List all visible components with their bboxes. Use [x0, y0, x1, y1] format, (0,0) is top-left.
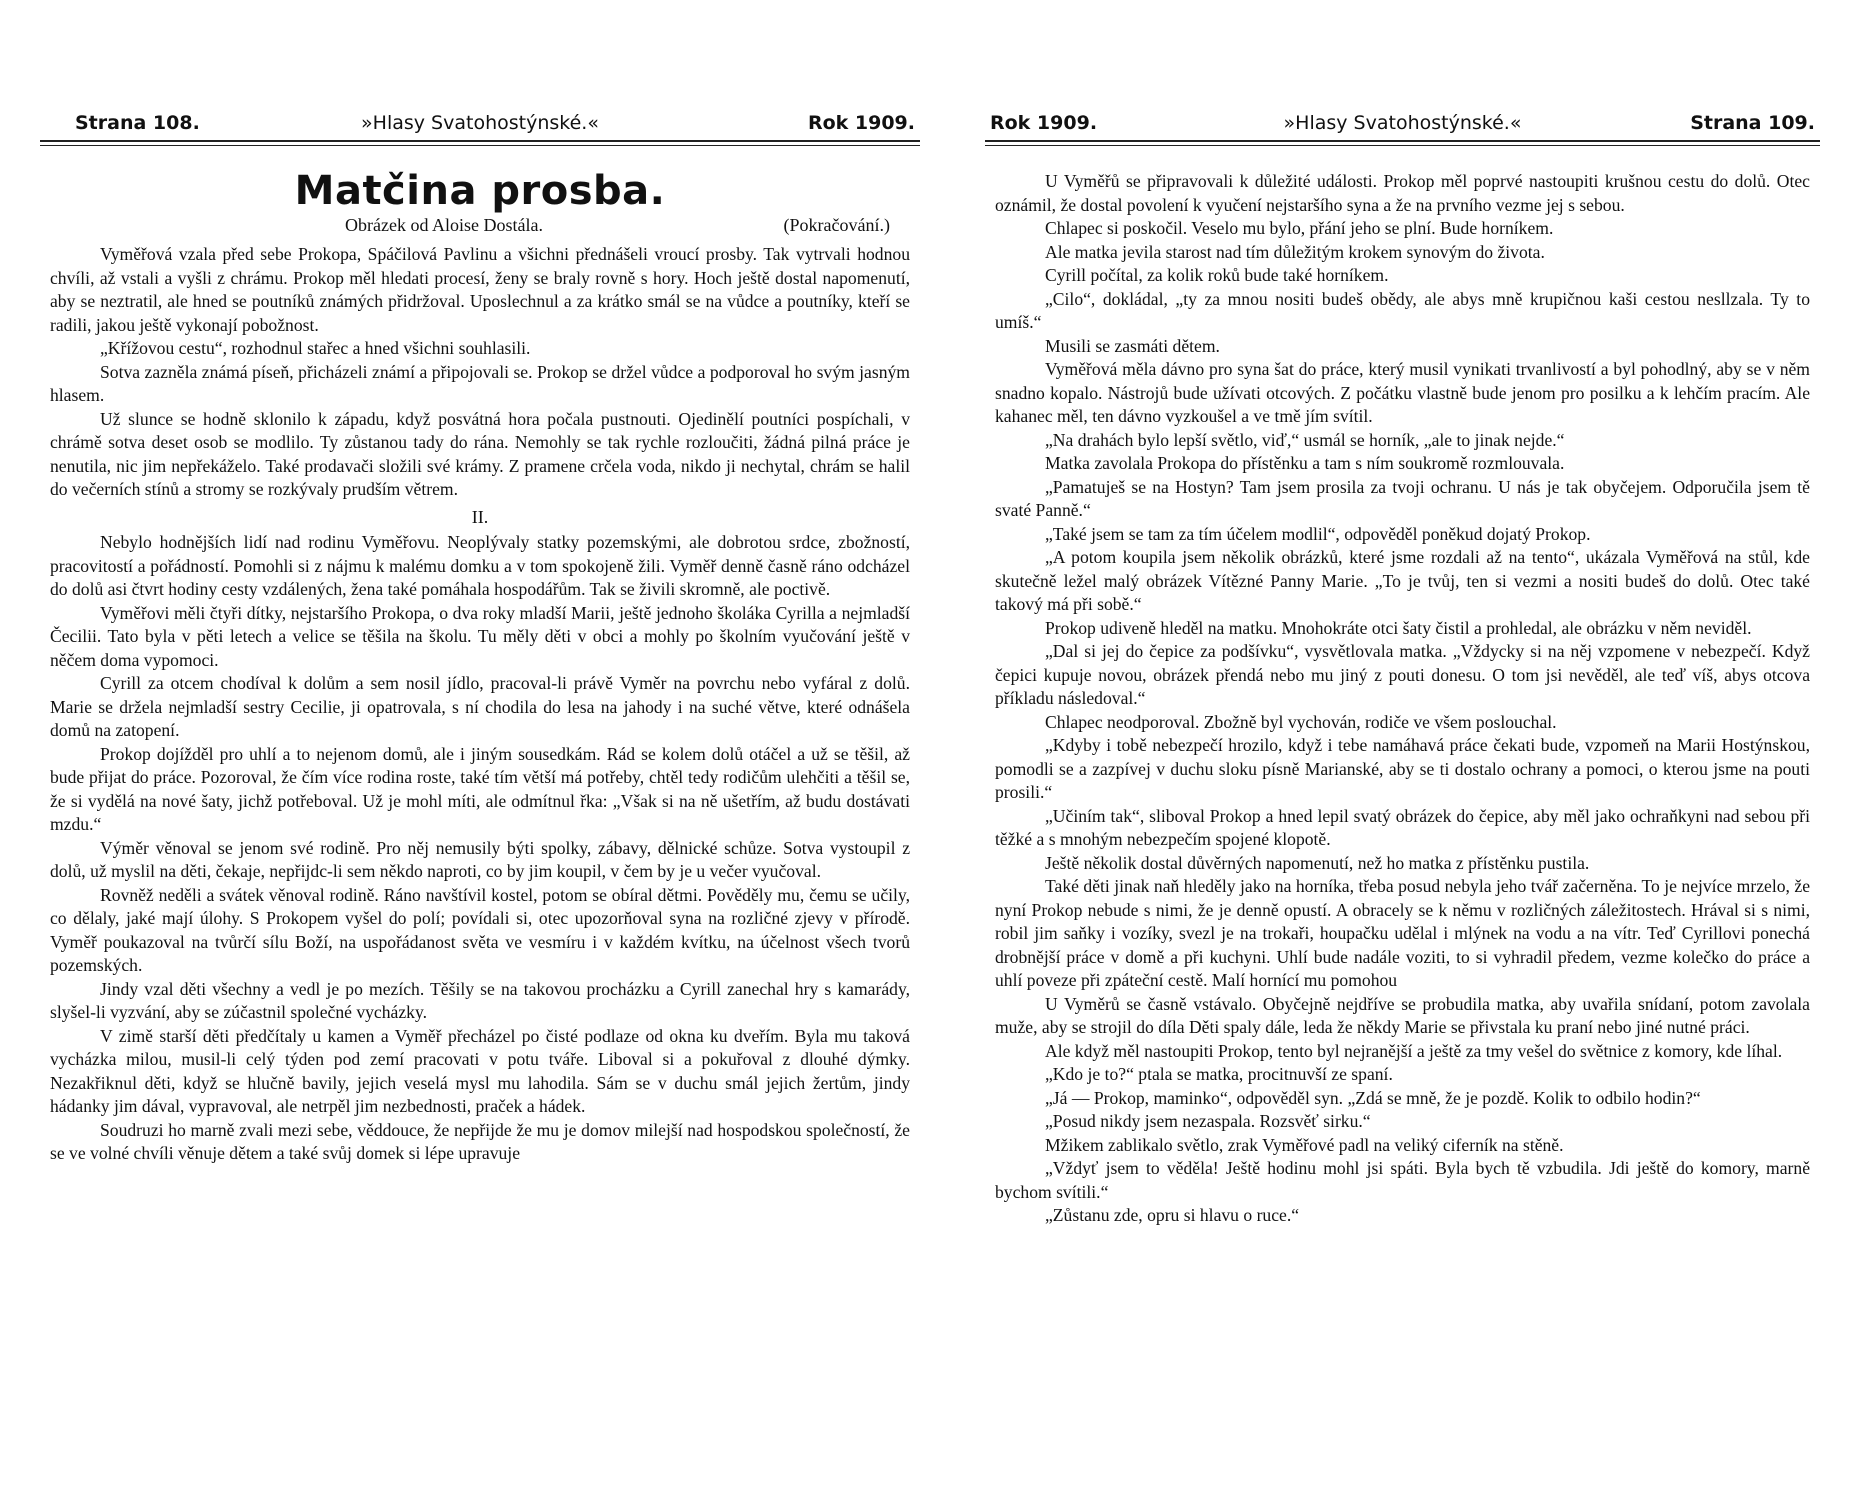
right-journal-name: »Hlasy Svatohostýnské.«: [1283, 112, 1522, 134]
paragraph: „Zůstanu zde, opru si hlavu o ruce.“: [1045, 1205, 1300, 1225]
left-page-number: Strana 108.: [75, 112, 200, 134]
paragraph: „Posud nikdy jsem nezaspala. Rozsvěť sirku.“: [1045, 1111, 1371, 1131]
right-header-rule: [985, 140, 1820, 146]
paragraph: Vyměřovi měli čtyři dítky, nejstaršího Prokopa, o dva roky mladší Marii, ještě jednoho školáka Cyrilla a nejmladší Čecilii. Tato byla v pěti letech a velice se těšila na školu. Tu měly děti v obci a mohly po školním vyučování ještě v něčem doma vypomoci.: [50, 602, 910, 670]
paragraph: Prokop dojížděl pro uhlí a to nejenom domů, ale i jiným sousedkám. Rád se kolem dolů otáčel a už se těšil, až bude přijat do práce. Pozoroval, že čím více rodina roste, také tím větší má potřeby, chtěl tedy rodičům ulehčiti a těšil se, že si vydělá na nové šaty, jichž potřeboval. Už je mohl míti, ale odmítnul řka: „Však si na ně ušetřím, až budu dostávati mzdu.“: [50, 743, 910, 834]
paragraph: „Také jsem se tam za tím účelem modlil“, odpověděl poněkud dojatý Prokop.: [1045, 523, 1591, 544]
right-body-text: [995, 170, 1810, 1228]
paragraph: „Kdo je to?“ ptala se matka, procitnuvší ze spaní.: [1045, 1064, 1393, 1084]
left-journal-name: »Hlasy Svatohostýnské.«: [361, 112, 599, 134]
paragraph: „Pamatuješ se na Hostyn? Tam jsem prosila za tvoji ochranu. U nás je tak obyčejem. Odporučila jsem tě svaté Panně.“: [995, 476, 1810, 520]
right-page: [985, 0, 1820, 1500]
article-byline: Obrázek od Aloise Dostála.: [345, 215, 543, 235]
paragraph: Sotva zazněla známá píseň, přicházeli známí a připojovali se. Prokop se držel vůdce a podporoval ho svým jasným hlasem.: [50, 361, 910, 405]
paragraph: U Vyměřů se připravovali k důležité události. Prokop měl poprvé nastoupiti krušnou cestu do dolů. Otec oznámil, že dostal povolení k vyučení nejstaršího syna a že na prvního vezme jej s sebou.: [995, 171, 1810, 215]
paragraph: U Vyměrů se časně vstávalo. Obyčejně nejdříve se probudila matka, aby uvařila snídaní, potom zavolala muže, aby se strojil do díla Děti spaly dále, leda že někdy Marie se přivstala ku praní nebo jiné nutné práci.: [995, 993, 1810, 1037]
paragraph: Také děti jinak naň hleděly jako na horníka, třeba posud nebyla jeho tvář začerněna. To je nejvíce mrzelo, že nyní Prokop nebude s nimi, že je denně opustí. A obracely se k němu v rozličných záležitostech. Hrával si s nimi, robil jim saňky i vozíky, svezl je na trokaři, houpačku udělal i mlýnek na vodu a na vítr. Teď Cyrillovi ponechá drobnější práce v domě a při kuchyni. Uhlí bude nadále voziti, to si vyhradil předem, vezme kolečko do práce a uhlí poveze při zpáteční cestě. Malí hornící mu pomohou: [995, 876, 1810, 990]
paragraph: „Dal si jej do čepice za podšívku“, vysvětlovala matka. „Vždycky si na něj vzpomene v nebezpečí. Když čepici kupuje novou, obrázek přendá nebo mu jiný z pouti donesu. O tom jsi nevěděl, ale teď víš, abys otcova příkladu následoval.“: [995, 641, 1810, 708]
paragraph: Vyměřová vzala před sebe Prokopa, Spáčilová Pavlinu a všichni přednášeli vroucí prosby. Tak vytrvali hodnou chvíli, až vstali a vyšli z chrámu. Prokop měl hledati procesí, ženy se braly rovně s hory. Hoch ještě dostal napomenutí, aby se neztratil, ale hned se poutníků známých přidržoval. Uposlechnul a za krátko smál se na vůdce a poutníky, kteří se radili, jakou ještě vykonají pobožnost.: [50, 244, 910, 335]
section-number: II.: [471, 506, 489, 527]
paragraph: Ještě několik dostal důvěrných napomenutí, než ho matka z přístěnku pustila.: [1045, 852, 1590, 873]
paragraph: Soudruzi ho marně zvali mezi sebe, věddouce, že nepřijde že mu je domov milejší nad hospodskou společností, že se ve volné chvíli věnuje dětem a také svůj domek si lépe upravuje: [50, 1119, 910, 1163]
paragraph: Mžikem zablikalo světlo, zrak Vyměřové padl na veliký ciferník na stěně.: [1045, 1134, 1564, 1155]
paragraph: „Křížovou cestu“, rozhodnul stařec a hned všichni souhlasili.: [100, 338, 531, 358]
paragraph: Jindy vzal děti všechny a vedl je po mezích. Těšily se na takovou procházku a Cyrill zanechal hry s kamarády, slyšel-li vyzvání, aby se zúčastnil společné vycházky.: [50, 978, 910, 1022]
paragraph: „Učiním tak“, sliboval Prokop a hned lepil svatý obrázek do čepice, aby měl jako ochraňkyni nad sebou při těžké a s mnohým nebezpečím spojené klopotě.: [995, 805, 1810, 849]
continuation-note: (Pokračování.): [783, 215, 890, 235]
paragraph: Už slunce se hodně sklonilo k západu, když posvátná hora počala pustnouti. Ojedinělí poutníci pospíchali, v chrámě sotva deset osob se modlilo. Ty zůstanou tady do rána. Nemohly se tak rychle rozloučiti, žádná pilná práce je nenutila, nic jim nepřekáželo. Také prodavači složili své krámy. Z pramene crčela voda, nikdo ji nechytal, chrám se halil do večerních stínů a stromy se rozkývaly prudším větrem.: [50, 408, 910, 499]
right-page-number: Strana 109.: [1690, 112, 1815, 134]
paragraph: „Vždyť jsem to věděla! Ještě hodinu mohl jsi spáti. Byla bych tě vzbudila. Jdi ještě do komory, marně bychom svítili.“: [995, 1158, 1810, 1202]
paragraph: Prokop udiveně hleděl na matku. Mnohokráte otci šaty čistil a prohledal, ale obrázku v něm neviděl.: [1045, 617, 1752, 638]
article-title: Matčina prosba.: [294, 168, 666, 214]
paragraph: „Cilo“, dokládal, „ty za mnou nositi budeš obědy, ale abys mně krupičnou kaši cestou nesllzala. Ty to umíš.“: [995, 288, 1810, 332]
paragraph: „A potom koupila jsem několik obrázků, které jsme rozdali až na tento“, ukázala Vyměřová na stůl, kde skutečně ležel malý obrázek Vítězné Panny Marie. „To je tvůj, ten si vezmi a nositi budeš do dolů. Otec také takový má při sobě.“: [995, 547, 1810, 614]
paragraph: Matka zavolala Prokopa do přístěnku a tam s ním soukromě rozmlouvala.: [1045, 453, 1565, 473]
right-running-header: [985, 112, 1820, 136]
right-year: Rok 1909.: [990, 112, 1098, 134]
paragraph: Ale matka jevila starost nad tím důležitým krokem synovým do života.: [1045, 241, 1545, 262]
paragraph: Musili se zasmáti dětem.: [1045, 335, 1220, 356]
left-header-rule: [40, 140, 920, 146]
paragraph: „Kdyby i tobě nebezpečí hrozilo, když i tebe namáhavá práce čekati bude, vzpomeň na Marii Hostýnskou, pomodli se a zazpívej v duchu sloku písně Marianské, aby se ti dostalo ochrany a pomoci, o kterou jsme na pouti prosili.“: [995, 735, 1810, 802]
left-year: Rok 1909.: [807, 112, 915, 134]
paragraph: Vyměřová měla dávno pro syna šat do práce, který musil vynikati trvanlivostí a byl pohodlný, aby se v něm snadno kopalo. Nástrojů bude užívati otcových. Z počátku vlastně bude jenom pro posilku a k lehčím pracím. Ale kahanec měl, ten dávno vyzkoušel a ve tmě jím svítil.: [995, 359, 1810, 426]
paragraph: Cyrill počítal, za kolik roků bude také horníkem.: [1045, 265, 1389, 285]
paragraph: Nebylo hodnějších lidí nad rodinu Vyměřovu. Neoplývaly statky pozemskými, ale dobrotou srdce, zbožností, pracovitostí a pořádností. Pomohli si z nájmu k malému domku a v tom spokojeně žili. Vyměř denně časně ráno odcházel do dolů asi čtvrt hodiny cesty vzdálených, žena také pomáhala hospodářům. Tak se živili skromně, ale poctivě.: [50, 532, 910, 599]
left-body-text: [50, 243, 910, 1166]
left-running-header: [40, 112, 920, 136]
paragraph: Chlapec neodporoval. Zbožně byl vychován, rodiče ve všem poslouchal.: [1045, 711, 1557, 732]
paragraph: Chlapec si poskočil. Veselo mu bylo, přání jeho se plní. Bude horníkem.: [1045, 218, 1554, 238]
paragraph: Cyrill za otcem chodíval k dolům a sem nosil jídlo, pracoval-li právě Vyměr na povrchu nebo vyfáral z dolů. Marie se držela nejmladší sestry Cecilie, ji opatrovala, s ní chodila do lesa na jahody i na suché větve, které odnášela domů na zatopení.: [50, 673, 910, 740]
left-page: [40, 0, 920, 1500]
paragraph: „Na drahách bylo lepší světlo, viď,“ usmál se horník, „ale to jinak nejde.“: [1045, 429, 1565, 450]
paragraph: Výměr věnoval se jenom své rodině. Pro něj nemusily býti spolky, zábavy, dělnické schůze. Sotva vystoupil z dolů, už myslil na děti, čekaje, nepřijdc-li sem někdo naproti, co by jim koupil, v čem by je u večer vyučoval.: [50, 837, 910, 881]
paragraph: „Já — Prokop, maminko“, odpověděl syn. „Zdá se mně, že je pozdě. Kolik to odbilo hodin?“: [1045, 1087, 1701, 1108]
paragraph: V zimě starší děti předčítaly u kamen a Vyměř přecházel po čisté podlaze od okna ku dveřím. Byla mu taková vycházka milou, musil-li celý týden pod zemí pracovati v potu tváře. Liboval si a pokuřoval z dlouhé dýmky. Nezakřiknul děti, když se hlučně bavily, jejich veselá mysl mu lahodila. Sám se v duchu smál jejich žertům, jindy hádanky jim dával, vypravoval, ale netrpěl jim nezbednosti, praček a hádek.: [50, 1025, 910, 1116]
paragraph: Ale když měl nastoupiti Prokop, tento byl nejranější a ještě za tmy vešel do světnice z komory, kde líhal.: [1045, 1040, 1783, 1061]
paragraph: Rovněž neděli a svátek věnoval rodině. Ráno navštívil kostel, potom se obíral dětmi. Pověděly mu, čemu se učily, co dělaly, jaké mají úlohy. S Prokopem vyšel do polí; povídali si, otec upozorňoval syna na rozličné zjevy v přírodě. Vyměř poukazoval na tvůrčí sílu Boží, na uspořádanost světa ve vesmíru i v každém kvítku, na účelnost všech tvorů pozemských.: [50, 884, 910, 975]
